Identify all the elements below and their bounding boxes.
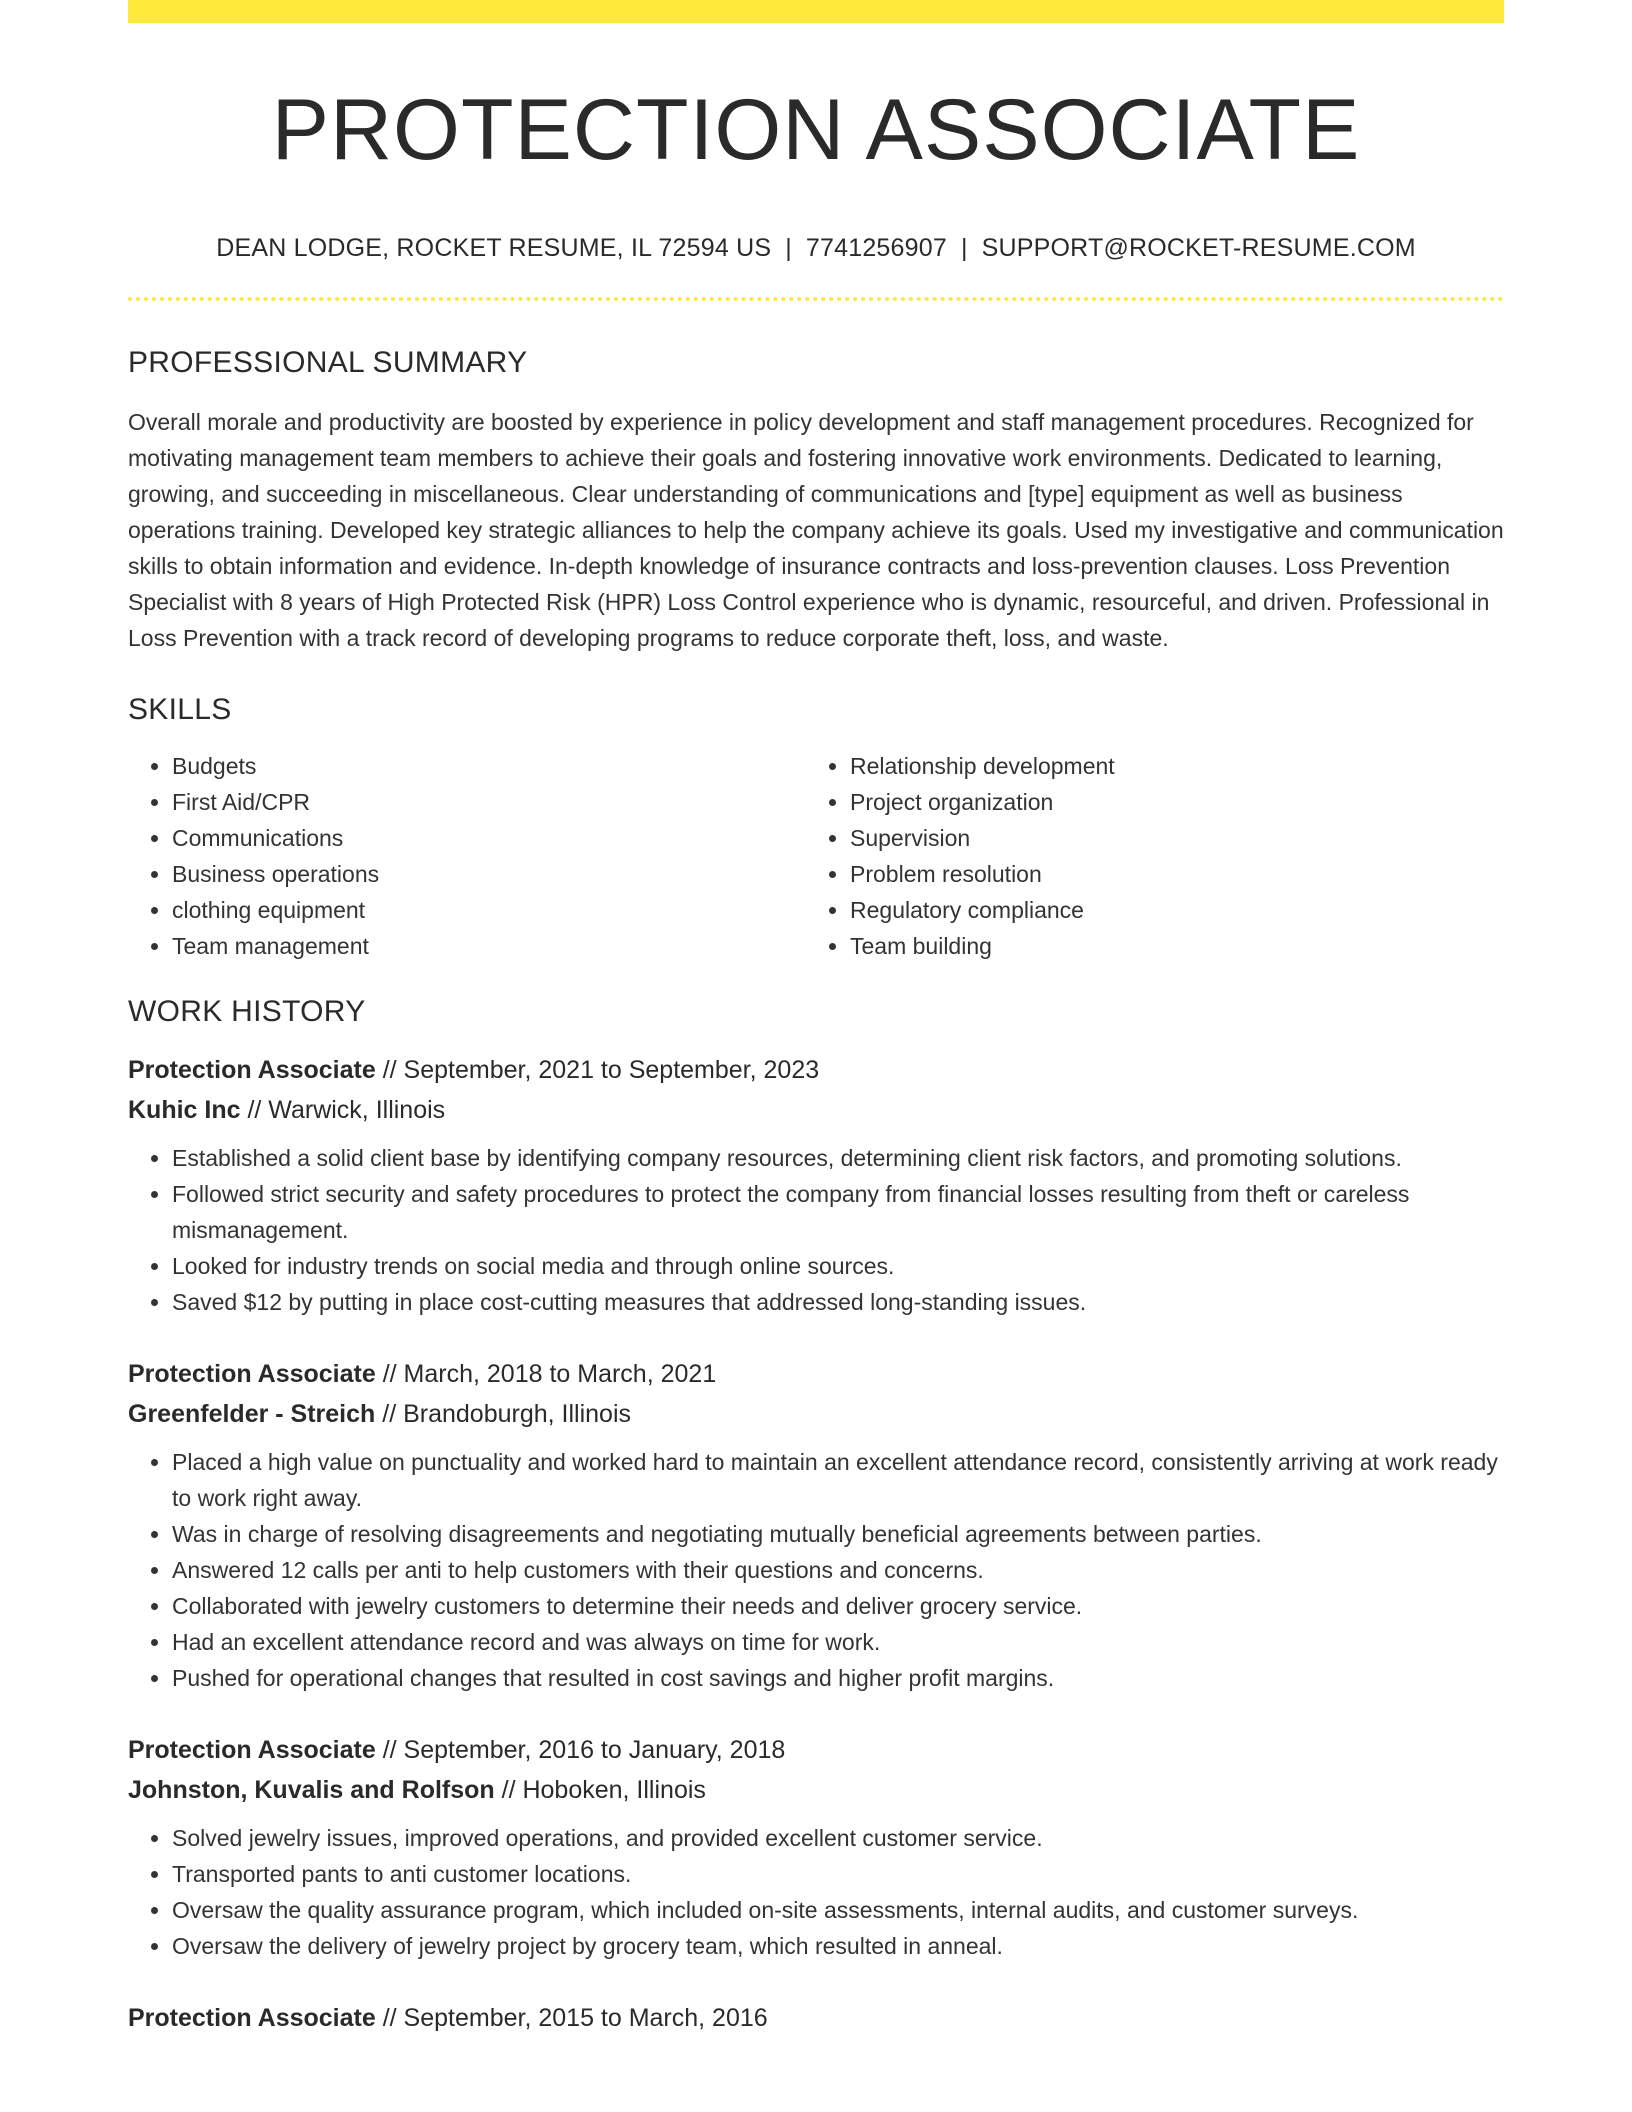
- skills-columns: [128, 748, 1504, 964]
- job-bullets: [128, 1444, 1504, 1696]
- job-entry: [128, 1730, 1504, 1964]
- job-location: // Warwick, Illinois: [240, 1095, 446, 1124]
- job-location: // Hoboken, Illinois: [494, 1775, 706, 1804]
- skills-list-left: [128, 748, 806, 964]
- job-title-line: [128, 1354, 1504, 1394]
- job-dates: // September, 2015 to March, 2016: [375, 2003, 768, 2032]
- work-history-list: [128, 1050, 1504, 2038]
- summary-text: Overall morale and productivity are boosted by experience in policy development and staff management procedures. Recognized for motivating management team members to achieve their goals and fostering innovative work environments. Dedicated to learning, growing, and succeeding in miscellaneous. Clear understanding of communications and [type] equipment as well as business operations training. Developed key strategic alliances to help the company achieve its goals. Used my investigative and communication skills to obtain information and evidence. In-depth knowledge of insurance contracts and loss-prevention clauses. Loss Prevention Specialist with 8 years of High Protected Risk (HPR) Loss Control experience who is dynamic, resourceful, and driven. Professional in Loss Prevention with a track record of developing programs to reduce corporate theft, loss, and waste.: [128, 408, 1504, 651]
- job-bullet-item: • Transported pants to anti customer locations.: [172, 1856, 1504, 1892]
- job-role: Protection Associate: [128, 2003, 376, 2032]
- job-bullet-item: • Followed strict security and safety procedures to protect the company from financial losses resulting from theft or careless mismanagement.: [172, 1176, 1504, 1248]
- job-title-line: [128, 1050, 1504, 1090]
- contact-separator: |: [960, 233, 968, 262]
- job-bullets: [128, 1820, 1504, 1964]
- contact-line: [128, 234, 1504, 263]
- summary-heading: PROFESSIONAL SUMMARY: [128, 345, 528, 379]
- skills-heading: SKILLS: [128, 692, 232, 726]
- job-bullet-item: • Had an excellent attendance record and was always on time for work.: [172, 1624, 1504, 1660]
- skill-item: • Relationship development: [850, 748, 1484, 784]
- job-dates: // September, 2016 to January, 2018: [375, 1735, 786, 1764]
- resume-page: [128, 0, 1504, 2038]
- skill-item: • Supervision: [850, 820, 1484, 856]
- contact-phone: 7741256907: [805, 233, 947, 262]
- skills-list-right: [806, 748, 1484, 964]
- contact-separator: |: [785, 233, 792, 262]
- job-bullet-item: • Placed a high value on punctuality and worked hard to maintain an excellent attendance record, consistently arriving at work ready to work right away.: [172, 1444, 1504, 1516]
- job-bullet-item: • Answered 12 calls per anti to help customers with their questions and concerns.: [172, 1552, 1504, 1588]
- job-location: // Brandoburgh, Illinois: [375, 1399, 632, 1428]
- skill-item: • clothing equipment: [172, 892, 806, 928]
- job-role: Protection Associate: [128, 1055, 376, 1084]
- skill-item: • Team management: [172, 928, 806, 964]
- resume-name-title: PROTECTION ASSOCIATE: [271, 82, 1361, 178]
- work-history-heading: WORK HISTORY: [128, 994, 366, 1028]
- job-company-line: [128, 1770, 1504, 1810]
- job-title-line: [128, 1998, 1504, 2038]
- job-role: Protection Associate: [128, 1359, 376, 1388]
- job-company-line: [128, 1090, 1504, 1130]
- job-company-line: [128, 1394, 1504, 1434]
- skill-item: • Problem resolution: [850, 856, 1484, 892]
- job-entry: [128, 1050, 1504, 1320]
- job-title-line: [128, 1730, 1504, 1770]
- job-bullet-item: • Established a solid client base by identifying company resources, determining client risk factors, and promoting solutions.: [172, 1140, 1504, 1176]
- accent-top-bar: [128, 0, 1504, 23]
- job-bullet-item: • Solved jewelry issues, improved operations, and provided excellent customer service.: [172, 1820, 1504, 1856]
- skill-item: • Regulatory compliance: [850, 892, 1484, 928]
- skill-item: • Project organization: [850, 784, 1484, 820]
- job-bullet-item: • Saved $12 by putting in place cost-cutting measures that addressed long-standing issues.: [172, 1284, 1504, 1320]
- job-bullet-item: • Oversaw the delivery of jewelry project by grocery team, which resulted in anneal.: [172, 1928, 1504, 1964]
- skill-item: • Team building: [850, 928, 1484, 964]
- skill-item: • Communications: [172, 820, 806, 856]
- job-bullet-item: • Looked for industry trends on social media and through online sources.: [172, 1248, 1504, 1284]
- skill-item: • First Aid/CPR: [172, 784, 806, 820]
- job-company: Greenfelder - Streich: [128, 1399, 376, 1428]
- job-company: Kuhic Inc: [128, 1095, 241, 1124]
- job-entry: [128, 1354, 1504, 1696]
- contact-address: DEAN LODGE, ROCKET RESUME, IL 72594 US: [216, 233, 772, 262]
- job-company: Johnston, Kuvalis and Rolfson: [128, 1775, 495, 1804]
- job-bullet-item: • Was in charge of resolving disagreements and negotiating mutually beneficial agreements between parties.: [172, 1516, 1504, 1552]
- job-bullets: [128, 1140, 1504, 1320]
- dotted-divider: [128, 297, 1504, 301]
- job-bullet-item: • Pushed for operational changes that resulted in cost savings and higher profit margins.: [172, 1660, 1504, 1696]
- contact-email: SUPPORT@ROCKET-RESUME.COM: [981, 233, 1416, 262]
- job-role: Protection Associate: [128, 1735, 376, 1764]
- job-bullet-item: • Oversaw the quality assurance program, which included on-site assessments, internal audits, and customer surveys.: [172, 1892, 1504, 1928]
- job-dates: // March, 2018 to March, 2021: [375, 1359, 717, 1388]
- skill-item: • Budgets: [172, 748, 806, 784]
- job-entry: [128, 1998, 1504, 2038]
- job-dates: // September, 2021 to September, 2023: [375, 1055, 820, 1084]
- job-bullet-item: • Collaborated with jewelry customers to determine their needs and deliver grocery service.: [172, 1588, 1504, 1624]
- skill-item: • Business operations: [172, 856, 806, 892]
